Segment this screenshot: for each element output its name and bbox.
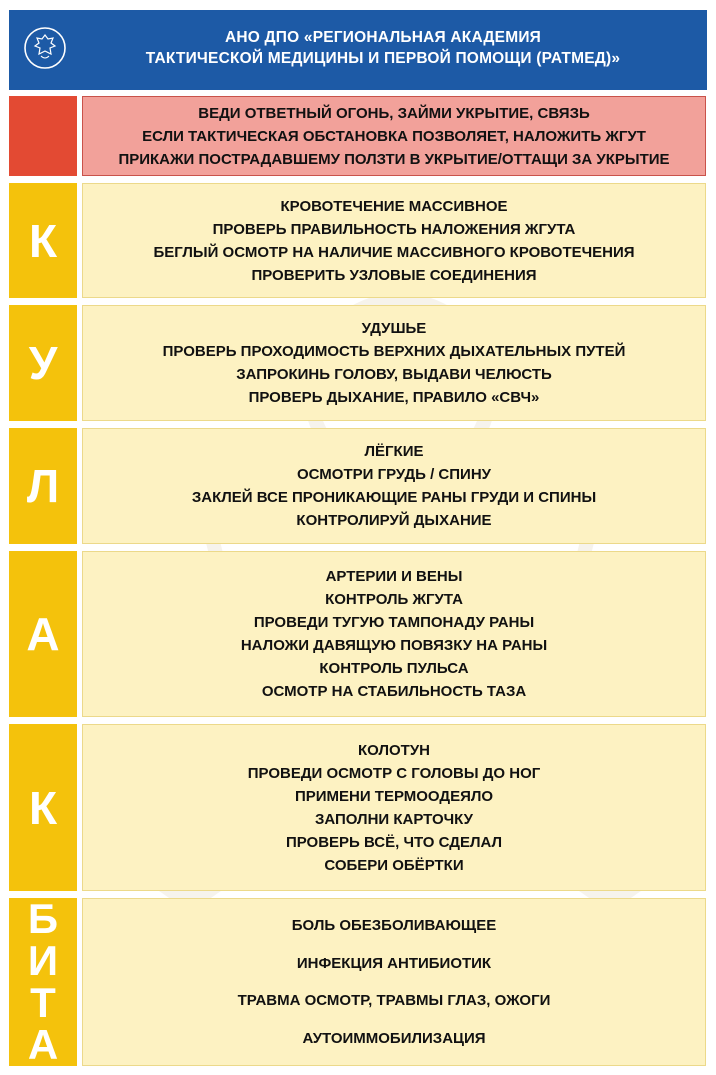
title-line-2: ТАКТИЧЕСКОЙ МЕДИЦИНЫ И ПЕРВОЙ ПОМОЩИ (РАТМЕД)» [145, 50, 621, 67]
section-line: КОНТРОЛЬ ЖГУТА [325, 591, 463, 608]
section-line: ПРОВЕДИ ОСМОТР С ГОЛОВЫ ДО НОГ [247, 764, 541, 782]
bita-letter: А [27, 1021, 59, 1068]
section-line: ПРОВЕРИТЬ УЗЛОВЫЕ СОЕДИНЕНИЯ [251, 266, 537, 284]
section-line: БОЛЬ ОБЕЗБОЛИВАЮЩЕЕ [291, 917, 497, 935]
red-line: ВЕДИ ОТВЕТНЫЙ ОГОНЬ, ЗАЙМИ УКРЫТИЕ, СВЯЗЬ [198, 105, 590, 122]
section-line: ОСМОТР НА СТАБИЛЬНОСТЬ ТАЗА [261, 683, 527, 700]
section-line: ПРИМЕНИ ТЕРМООДЕЯЛО [294, 787, 494, 805]
letter-l-legkie: Л [9, 428, 77, 544]
academy-logo-icon [23, 26, 67, 70]
section-bita [82, 898, 706, 1066]
section-line: АРТЕРИИ И ВЕНЫ [325, 568, 463, 585]
section-line: ПРОВЕРЬ ПРОХОДИМОСТЬ ВЕРХНИХ ДЫХАТЕЛЬНЫХ ПУТЕЙ [162, 343, 626, 360]
section-line: ПРОВЕДИ ТУГУЮ ТАМПОНАДУ РАНЫ [253, 614, 535, 631]
section-line: УДУШЬЕ [361, 320, 427, 337]
section-kolotun [82, 724, 706, 891]
bita-letter: И [27, 937, 59, 984]
bita-letters-column [9, 895, 77, 1068]
section-legkie [82, 428, 706, 544]
section-line: БЕГЛЫЙ ОСМОТР НА НАЛИЧИЕ МАССИВНОГО КРОВОТЕЧЕНИЯ [153, 243, 635, 261]
section-krovotechenie [82, 183, 706, 298]
section-line: КОЛОТУН [358, 741, 430, 759]
letter-a-arterii: А [9, 551, 77, 717]
section-line: ПРОВЕРЬ ДЫХАНИЕ, ПРАВИЛО «СВЧ» [248, 389, 540, 406]
red-line: ЕСЛИ ТАКТИЧЕСКАЯ ОБСТАНОВКА ПОЗВОЛЯЕТ, НАЛОЖИТЬ ЖГУТ [142, 128, 646, 145]
bita-letter: Б [27, 895, 59, 942]
section-line: ЗАПОЛНИ КАРТОЧКУ [314, 810, 474, 828]
red-instructions-box [82, 96, 706, 176]
section-line: ИНФЕКЦИЯ АНТИБИОТИК [296, 954, 492, 972]
section-line: КОНТРОЛИРУЙ ДЫХАНИЕ [296, 512, 492, 529]
section-line: ТРАВМА ОСМОТР, ТРАВМЫ ГЛАЗ, ОЖОГИ [237, 992, 551, 1010]
red-line: ПРИКАЖИ ПОСТРАДАВШЕМУ ПОЛЗТИ В УКРЫТИЕ/ОТТАЩИ ЗА УКРЫТИЕ [118, 151, 670, 168]
section-line: ЗАКЛЕЙ ВСЕ ПРОНИКАЮЩИЕ РАНЫ ГРУДИ И СПИНЫ [191, 489, 597, 506]
section-line: ЗАПРОКИНЬ ГОЛОВУ, ВЫДАВИ ЧЕЛЮСТЬ [236, 366, 552, 383]
title-line-1: АНО ДПО «РЕГИОНАЛЬНАЯ АКАДЕМИЯ [225, 29, 541, 46]
section-line: ПРОВЕРЬ ПРАВИЛЬНОСТЬ НАЛОЖЕНИЯ ЖГУТА [212, 220, 576, 238]
letter-k-kolotun: К [9, 724, 77, 891]
page-title [79, 27, 687, 69]
section-line: КОНТРОЛЬ ПУЛЬСА [319, 660, 469, 677]
section-udushye [82, 305, 706, 421]
letter-u-udushye: У [9, 305, 77, 421]
section-line: КРОВОТЕЧЕНИЕ МАССИВНОЕ [280, 197, 508, 215]
section-line: СОБЕРИ ОБЁРТКИ [324, 856, 464, 874]
header-banner [9, 10, 707, 90]
section-line: ПРОВЕРЬ ВСЁ, ЧТО СДЕЛАЛ [285, 833, 503, 851]
red-marker [9, 96, 77, 176]
bita-letter: Т [30, 979, 56, 1026]
letter-k-krovotechenie: К [9, 183, 77, 298]
section-line: НАЛОЖИ ДАВЯЩУЮ ПОВЯЗКУ НА РАНЫ [240, 637, 548, 654]
section-line: ОСМОТРИ ГРУДЬ / СПИНУ [297, 466, 491, 483]
section-line: АУТОИММОБИЛИЗАЦИЯ [302, 1029, 486, 1047]
section-arterii [82, 551, 706, 717]
section-line: ЛЁГКИЕ [364, 443, 424, 460]
